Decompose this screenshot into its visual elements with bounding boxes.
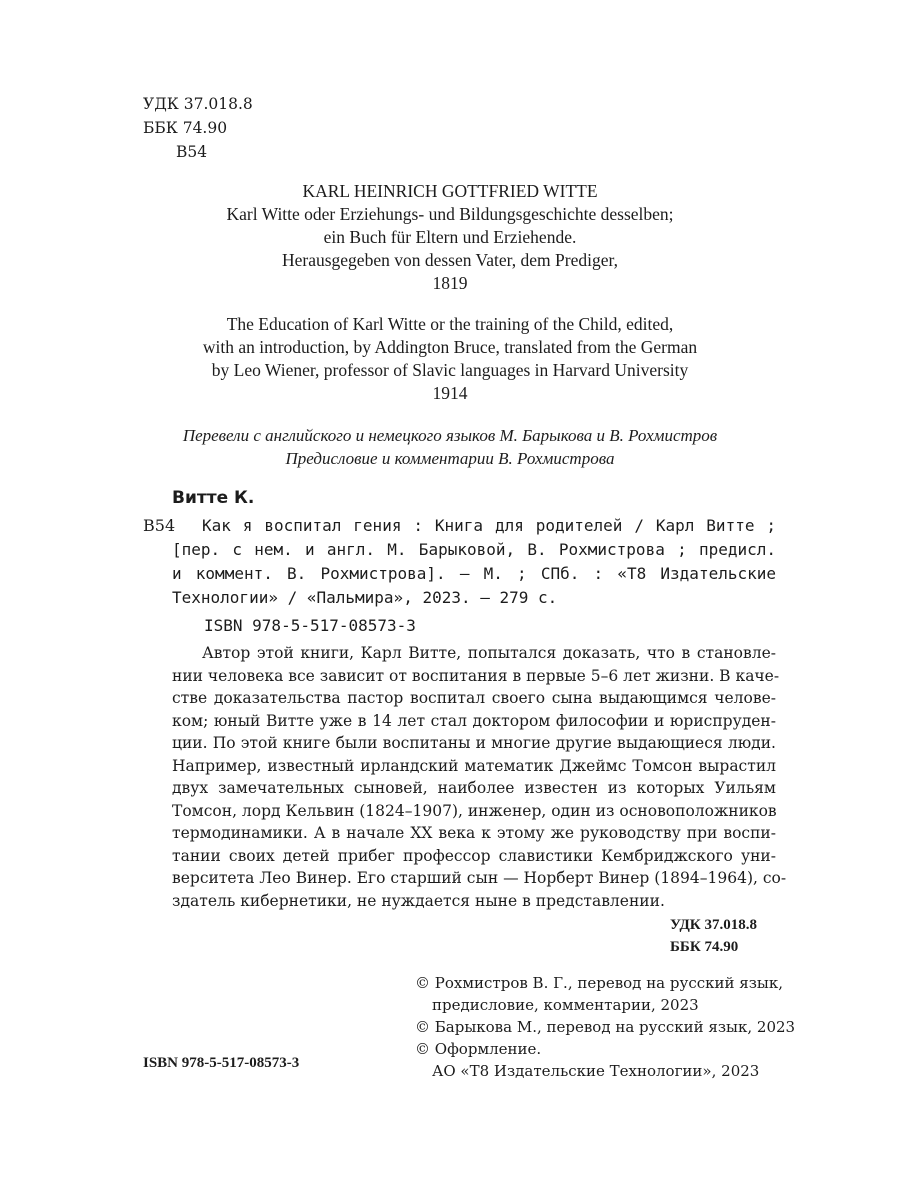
bibliographic-line: Как я воспитал гения : Книга для родителей / Карл Витте ; <box>202 516 776 535</box>
bibliographic-description <box>172 514 776 610</box>
english-edition-block <box>150 313 750 405</box>
translators-line: Перевели с английского и немецкого языков М. Барыкова и В. Рохмистров <box>182 426 718 445</box>
classification-codes-top <box>143 92 253 164</box>
original-edition-line: Herausgegeben von dessen Vater, dem Prediger, <box>281 250 618 270</box>
copyright-line: предисловие, комментарии, 2023 <box>432 996 699 1014</box>
annotation-line: Например, известный ирландский математик Джеймс Томсон вырастил <box>172 756 776 775</box>
author-mark: В54 <box>176 143 208 161</box>
english-edition-year: 1914 <box>432 383 468 403</box>
original-edition-year: 1819 <box>432 273 468 293</box>
copyright-line: © Рохмистров В. Г., перевод на русский язык, <box>415 974 783 992</box>
bibliographic-line: Технологии» / «Пальмира», 2023. — 279 с. <box>172 588 558 607</box>
bbk-code-bottom: ББК 74.90 <box>670 939 739 955</box>
original-edition-line: Karl Witte oder Erziehungs- und Bildungsgeschichte desselben; <box>226 204 674 224</box>
annotation-line: двух замечательных сыновей, наиболее известен из которых Уильям <box>172 779 776 797</box>
annotation-line: верситета Лео Винер. Его старший сын — Норберт Винер (1894–1964), со- <box>172 869 787 887</box>
annotation-line: здатель кибернетики, не нуждается ныне в представлении. <box>172 891 665 910</box>
isbn-record: ISBN 978-5-517-08573-3 <box>204 616 416 635</box>
annotation-line: ком; юный Витте уже в 14 лет стал доктором философии и юриспруден- <box>172 711 776 730</box>
translators-block <box>150 424 750 470</box>
annotation-line: термодинамики. А в начале XX века к этому же руководству при воспи- <box>172 824 776 842</box>
original-edition-line: ein Buch für Eltern und Erziehende. <box>323 227 577 247</box>
copyright-line: © Барыкова М., перевод на русский язык, 2023 <box>415 1018 796 1036</box>
copyright-line: © Оформление. <box>415 1040 542 1058</box>
annotation-line: Автор этой книги, Карл Витте, попытался доказать, что в становле- <box>202 644 776 662</box>
annotation-line: стве доказательства пастор воспитал своего сына выдающимся челове- <box>172 689 776 707</box>
annotation-line: ции. По этой книге были воспитаны и многие другие выдающиеся люди. <box>172 734 776 752</box>
preface-line: Предисловие и комментарии В. Рохмистрова <box>285 449 615 468</box>
copyright-block <box>415 972 796 1082</box>
original-edition-block <box>150 180 750 295</box>
annotation-line: тании своих детей прибег профессор славистики Кембриджского уни- <box>172 846 776 865</box>
annotation-paragraph <box>172 642 787 912</box>
english-edition-line: with an introduction, by Addington Bruce, translated from the German <box>202 337 698 357</box>
annotation-line: нии человека все зависит от воспитания в первые 5–6 лет жизни. В каче- <box>172 666 780 685</box>
bbk-code: ББК 74.90 <box>143 119 228 137</box>
bibliographic-line: и коммент. В. Рохмистрова]. — М. ; СПб. : «Т8 Издательские <box>172 564 776 583</box>
isbn-bottom: ISBN 978-5-517-08573-3 <box>143 1055 300 1071</box>
udk-code-bottom: УДК 37.018.8 <box>670 917 757 933</box>
english-edition-line: by Leo Wiener, professor of Slavic languages in Harvard University <box>211 360 689 380</box>
bibliographic-line: [пер. с нем. и англ. М. Барыковой, В. Рохмистрова ; предисл. <box>172 540 776 559</box>
original-edition-line: KARL HEINRICH GOTTFRIED WITTE <box>302 181 598 201</box>
udk-code: УДК 37.018.8 <box>143 95 253 113</box>
bibliographic-mark: В54 <box>143 516 176 535</box>
author-heading: Витте К. <box>172 488 255 508</box>
copyright-line: АО «Т8 Издательские Технологии», 2023 <box>432 1062 760 1080</box>
annotation-line: Томсон, лорд Кельвин (1824–1907), инженер, один из основоположников <box>172 801 777 820</box>
classification-codes-bottom <box>670 914 757 958</box>
english-edition-line: The Education of Karl Witte or the training of the Child, edited, <box>226 314 674 334</box>
